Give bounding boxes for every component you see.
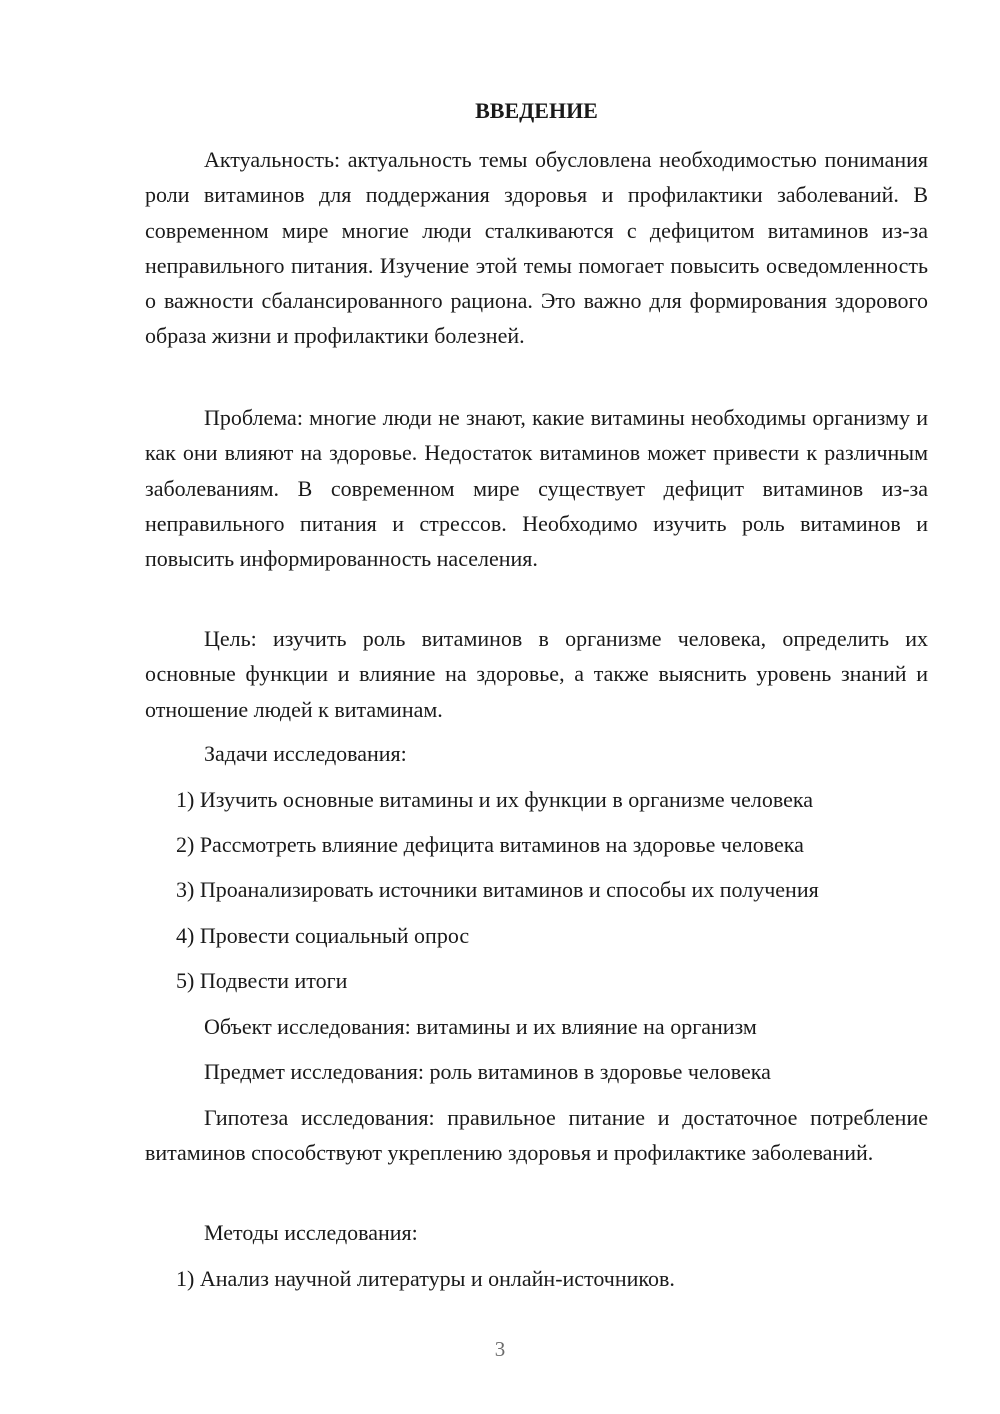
tasks-heading: Задачи исследования: <box>204 741 407 766</box>
method-item: 1) Анализ научной литературы и онлайн-источников. <box>176 1266 675 1291</box>
subject-line: Предмет исследования: роль витаминов в здоровье человека <box>204 1059 771 1084</box>
relevance-paragraph: Актуальность: актуальность темы обусловлена необходимостью понимания роли витаминов для поддержания здоровья и профилактики заболеваний. В современном мире многие люди сталкиваются с дефицитом витаминов из-за неправильного питания. Изучение этой темы помогает повысить осведомленность о важности сбалансированного рациона. Это важно для формирования здорового образа жизни и профилактики болезней. <box>145 147 928 349</box>
hypothesis-paragraph: Гипотеза исследования: правильное питание и достаточное потребление витаминов способствуют укреплению здоровья и профилактике заболеваний. <box>145 1105 928 1166</box>
problem-paragraph: Проблема: многие люди не знают, какие витамины необходимы организму и как они влияют на здоровье. Недостаток витаминов может привести к различным заболеваниям. В современном мире существует дефицит витаминов из-за неправильного питания и стрессов. Необходимо изучить роль витаминов и повысить информированность населения. <box>145 405 928 572</box>
task-item: 5) Подвести итоги <box>176 968 348 993</box>
goal-paragraph: Цель: изучить роль витаминов в организме человека, определить их основные функции и влияние на здоровье, а также выяснить уровень знаний и отношение людей к витаминам. <box>145 626 928 722</box>
task-item: 2) Рассмотреть влияние дефицита витаминов на здоровье человека <box>176 832 804 857</box>
task-item: 3) Проанализировать источники витаминов и способы их получения <box>176 877 819 902</box>
page-title: ВВЕДЕНИЕ <box>475 98 598 123</box>
object-line: Объект исследования: витамины и их влияние на организм <box>204 1014 757 1039</box>
task-item: 4) Провести социальный опрос <box>176 923 470 948</box>
task-item: 1) Изучить основные витамины и их функции в организме человека <box>176 787 814 812</box>
methods-heading: Методы исследования: <box>204 1220 418 1245</box>
page-number: 3 <box>494 1337 506 1361</box>
